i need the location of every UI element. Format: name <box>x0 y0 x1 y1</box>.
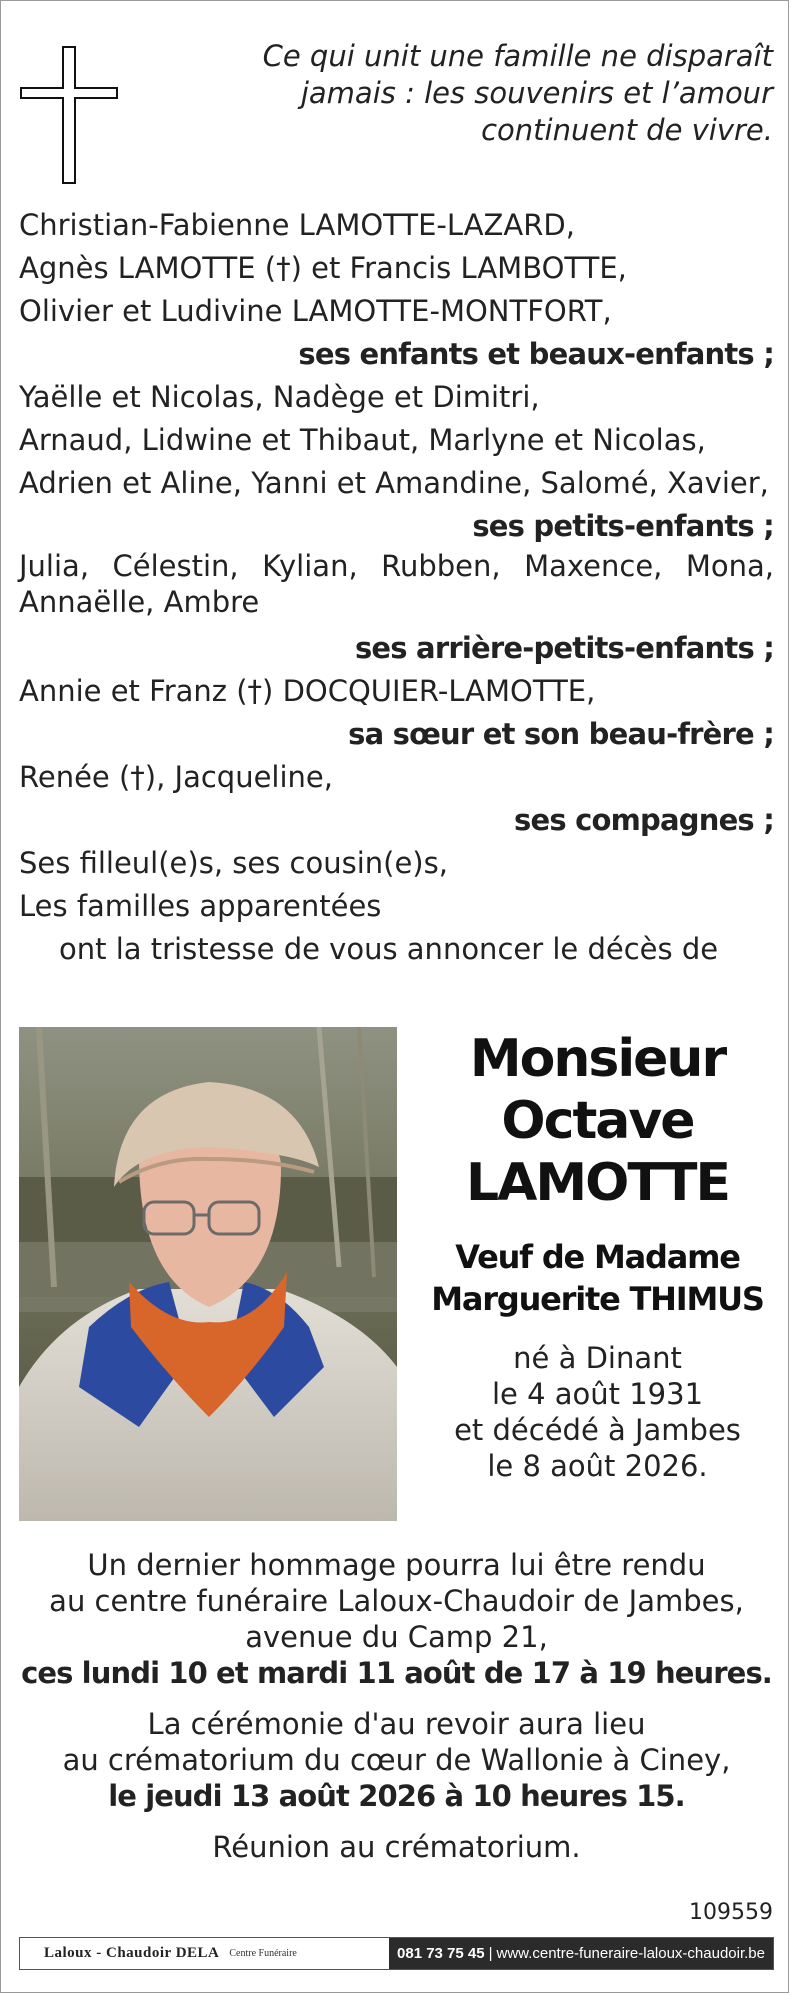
deceased-first-name: Octave <box>501 1091 694 1151</box>
brand-name: Laloux - Chaudoir <box>44 1945 172 1961</box>
great-grandchild-line: Annaëlle, Ambre <box>19 585 260 619</box>
homage-line: au centre funéraire Laloux-Chaudoir de Jambes, <box>49 1584 744 1618</box>
quote-line: jamais : les souvenirs et l’amour <box>300 76 773 110</box>
child-line: Agnès LAMOTTE (†) et Francis LAMBOTTE, <box>19 251 627 285</box>
birth-death-info <box>420 1340 775 1484</box>
contact-bar <box>389 1938 773 1969</box>
homage-line: Un dernier hommage pourra lui être rendu <box>87 1548 706 1582</box>
widow-line: Marguerite THIMUS <box>431 1280 764 1318</box>
death-place: et décédé à Jambes <box>454 1413 741 1447</box>
others-line: Ses filleul(e)s, ses cousin(e)s, <box>19 846 448 880</box>
deceased-last-name: LAMOTTE <box>466 1153 729 1213</box>
sister-role: sa sœur et son beau-frère ; <box>348 717 774 751</box>
children-role: ses enfants et beaux-enfants ; <box>298 337 774 371</box>
brand-mark: DELA <box>175 1945 220 1961</box>
sister-line: Annie et Franz (†) DOCQUIER-LAMOTTE, <box>19 674 596 708</box>
great-grandchildren-role: ses arrière-petits-enfants ; <box>354 631 774 665</box>
funeral-home-footer <box>19 1937 774 1970</box>
grandchild-line: Arnaud, Lidwine et Thibaut, Marlyne et Nicolas, <box>19 423 706 457</box>
ceremony-info <box>19 1547 774 1865</box>
birth-date: le 4 août 1931 <box>491 1377 704 1411</box>
family-list <box>19 204 774 971</box>
homage-block <box>19 1547 774 1691</box>
farewell-block <box>19 1706 774 1814</box>
child-line: Olivier et Ludivine LAMOTTE-MONTFORT, <box>19 294 612 328</box>
latin-cross-icon <box>20 46 118 184</box>
contact-separator: | <box>488 1945 493 1962</box>
farewell-when: le jeudi 13 août 2026 à 10 heures 15. <box>108 1779 685 1813</box>
announcement-line: ont la tristesse de vous annoncer le décès de <box>59 932 719 966</box>
great-grandchild-line: Julia, Célestin, Kylian, Rubben, Maxence, Mona, <box>19 549 774 583</box>
companions-role: ses compagnes ; <box>514 803 774 837</box>
companions-line: Renée (†), Jacqueline, <box>19 760 333 794</box>
website-link[interactable]: www.centre-funeraire-laloux-chaudoir.be <box>496 1945 765 1962</box>
widow-info <box>420 1236 775 1320</box>
grandchild-line: Adrien et Aline, Yanni et Amandine, Salomé, Xavier, <box>19 466 769 500</box>
death-date: le 8 août 2026. <box>487 1449 708 1483</box>
portrait-photo <box>19 1027 397 1521</box>
epigraph-quote <box>213 38 773 149</box>
farewell-line: au crématorium du cœur de Wallonie à Ciney, <box>62 1743 731 1777</box>
quote-line: continuent de vivre. <box>481 113 773 147</box>
birth-place: né à Dinant <box>513 1341 682 1375</box>
deceased-title: Monsieur <box>469 1029 726 1089</box>
others-line: Les familles apparentées <box>19 889 382 923</box>
child-line: Christian-Fabienne LAMOTTE-LAZARD, <box>19 208 575 242</box>
farewell-line: La cérémonie d'au revoir aura lieu <box>147 1707 646 1741</box>
homage-when: ces lundi 10 et mardi 11 août de 17 à 19 heures. <box>21 1656 772 1690</box>
grandchild-line: Yaëlle et Nicolas, Nadège et Dimitri, <box>19 380 540 414</box>
funeral-home-brand <box>20 1945 219 1962</box>
widow-line: Veuf de Madame <box>455 1238 740 1276</box>
quote-line: Ce qui unit une famille ne disparaît <box>262 39 773 73</box>
brand-subtitle: Centre Funéraire <box>229 1948 297 1959</box>
reunion-line: Réunion au crématorium. <box>212 1830 581 1864</box>
grandchildren-role: ses petits-enfants ; <box>472 509 774 543</box>
deceased-block <box>420 1028 775 1484</box>
reference-number: 109559 <box>689 1900 773 1925</box>
homage-line: avenue du Camp 21, <box>245 1620 548 1654</box>
phone-number[interactable]: 081 73 75 45 <box>397 1945 485 1962</box>
